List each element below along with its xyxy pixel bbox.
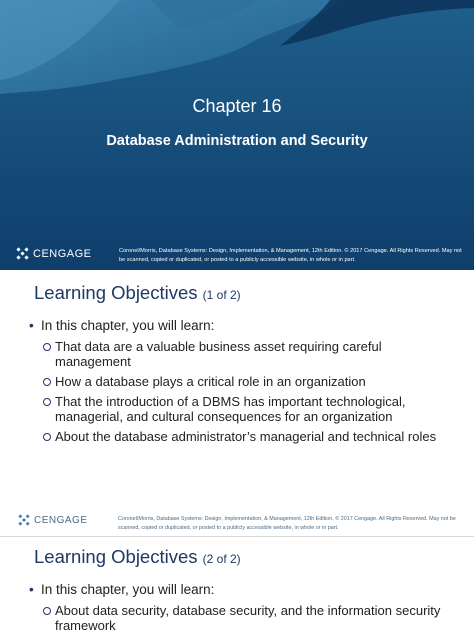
objectives-list xyxy=(27,318,447,444)
objective-item: That the introduction of a DBMS has important technological, managerial, and cultural consequences for an organization xyxy=(41,394,447,424)
objective-item: About the database administrator’s managerial and technical roles xyxy=(41,429,447,444)
intro-bullet: • In this chapter, you will learn: xyxy=(27,582,447,598)
objective-item: About data security, database security, and the information security framework xyxy=(41,603,447,633)
cengage-logo xyxy=(18,514,88,526)
slide-title xyxy=(34,546,241,568)
cengage-logo xyxy=(16,247,92,260)
slide-counter: (2 of 2) xyxy=(202,552,241,566)
cengage-mark-icon xyxy=(16,247,29,260)
chapter-title: Chapter 16 xyxy=(192,96,282,116)
brand-name: CENGAGE xyxy=(33,247,92,260)
objective-item: How a database plays a critical role in an organization xyxy=(41,374,447,389)
objectives-list xyxy=(27,582,447,633)
slide-title xyxy=(34,282,241,304)
slide-title-text: Learning Objectives xyxy=(34,546,198,567)
brand-name: CENGAGE xyxy=(34,514,88,526)
objective-item: That data are a valuable business asset requiring careful management xyxy=(41,339,447,369)
copyright-notice: Coronel/Morris, Database Systems: Design, Implementation, & Management, 12th Edition. © 2017 Cengage. All Rights Reserved. May not be scanned, copied or duplicated, or posted to a publicly accessible website, in whole or in part. xyxy=(118,516,456,531)
slide-counter: (1 of 2) xyxy=(202,288,241,302)
slide-title-text: Learning Objectives xyxy=(34,282,198,303)
copyright-notice: Coronel/Morris, Database Systems: Design, Implementation, & Management, 12th Edition. © 2017 Cengage. All Rights Reserved. May not be scanned, copied or duplicated, or posted to a publicly accessible website, in whole or in part. xyxy=(119,248,462,263)
intro-bullet: • In this chapter, you will learn: xyxy=(27,318,447,334)
slide-divider xyxy=(0,536,474,537)
title-slide xyxy=(0,0,474,270)
chapter-subtitle: Database Administration and Security xyxy=(106,133,368,149)
cengage-mark-icon xyxy=(18,514,30,526)
